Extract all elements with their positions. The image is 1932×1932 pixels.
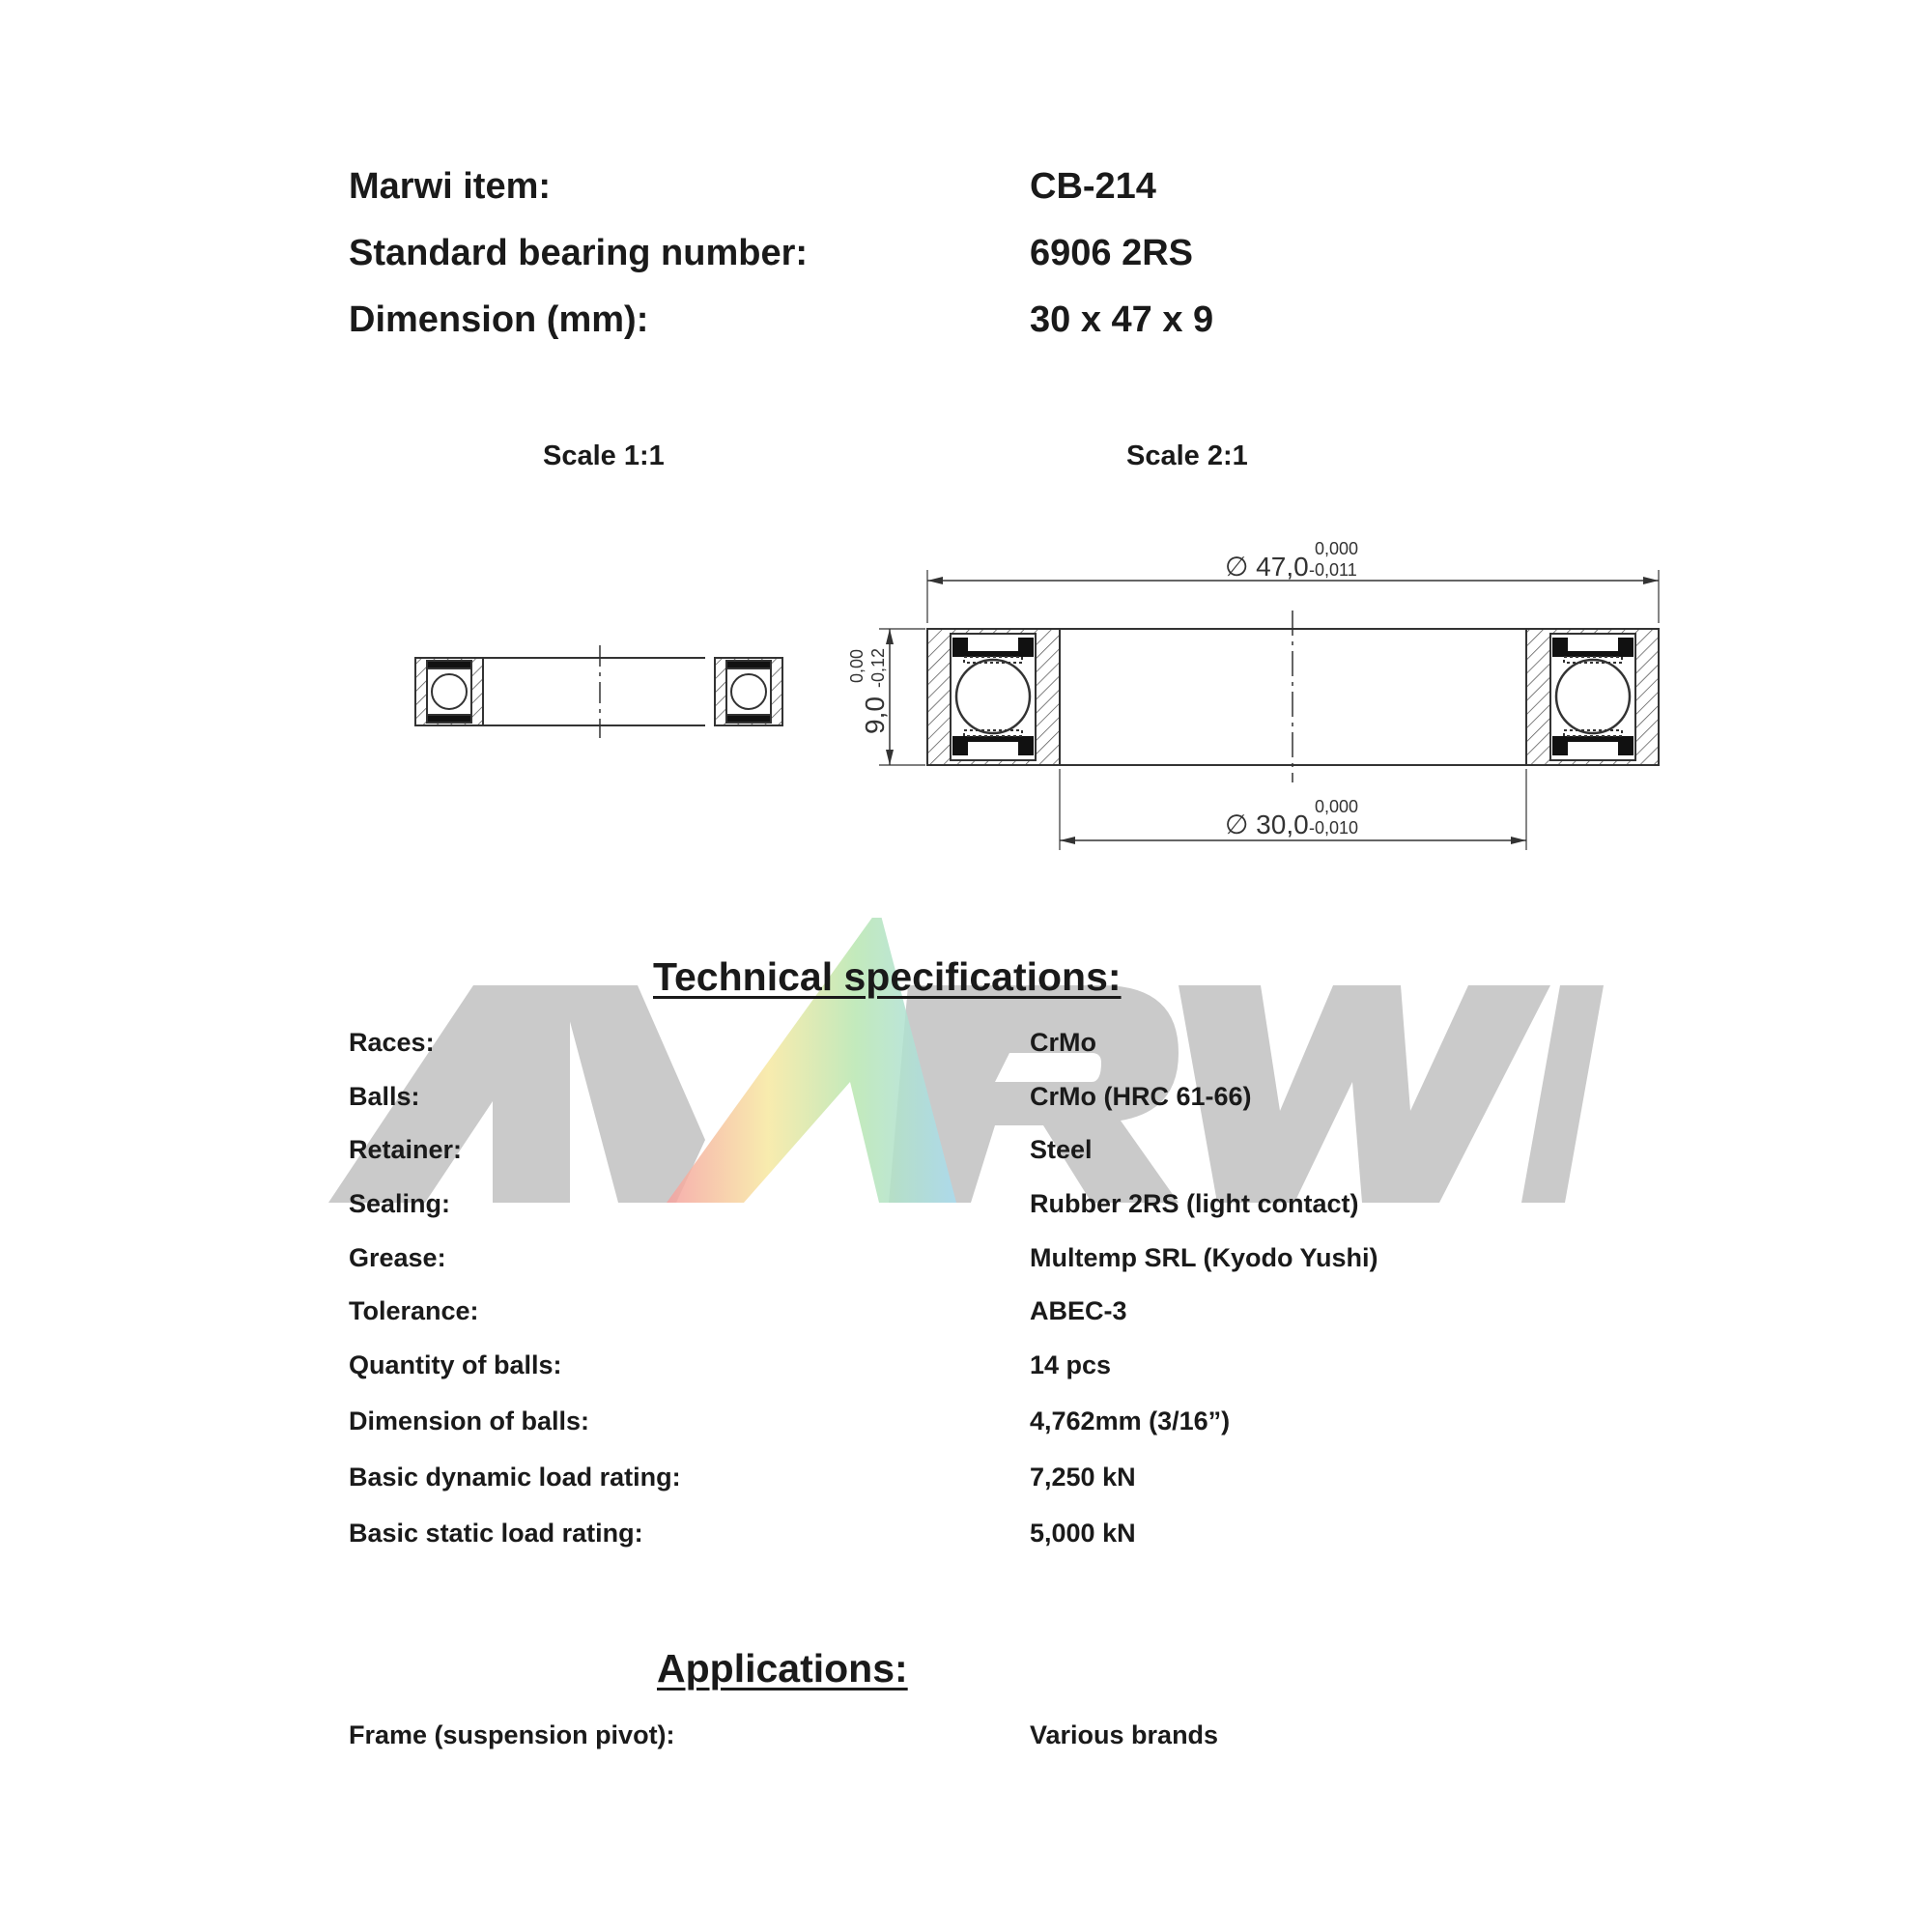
inner-tolerance-lower: -0,010 [1309,818,1359,838]
width-tolerance-upper: 0,00 [847,648,867,683]
applications-title: Applications: [657,1646,908,1690]
spec-value-quantity-balls: 14 pcs [1030,1350,1112,1379]
spec-label-races: Races: [349,1028,435,1057]
scale-label-large: Scale 2:1 [1126,440,1248,471]
spec-value-dynamic-load: 7,250 kN [1030,1463,1136,1492]
spec-value-races: CrMo [1030,1028,1096,1057]
spec-label-tolerance: Tolerance: [349,1296,479,1325]
spec-value-grease: Multemp SRL (Kyodo Yushi) [1030,1243,1378,1272]
inner-diameter-text: ∅ 30,0 [1225,810,1309,839]
header-value-marwi-item: CB-214 [1030,166,1156,207]
width-tolerance-lower: -0,12 [868,647,888,688]
spec-value-sealing: Rubber 2RS (light contact) [1030,1189,1359,1218]
spec-label-dimension-balls: Dimension of balls: [349,1406,590,1435]
spec-value-balls: CrMo (HRC 61-66) [1030,1082,1252,1111]
outer-diameter-text: ∅ 47,0 [1225,552,1309,582]
header-label-dimension: Dimension (mm): [349,299,649,340]
spec-label-quantity-balls: Quantity of balls: [349,1350,562,1379]
application-label-frame: Frame (suspension pivot): [349,1720,675,1749]
spec-label-retainer: Retainer: [349,1135,463,1164]
technical-specifications-title: Technical specifications: [653,954,1122,999]
spec-label-dynamic-load: Basic dynamic load rating: [349,1463,681,1492]
header-value-dimension: 30 x 47 x 9 [1030,299,1214,340]
spec-value-retainer: Steel [1030,1135,1093,1164]
application-value-frame: Various brands [1030,1720,1219,1749]
header-label-marwi-item: Marwi item: [349,166,552,207]
spec-value-static-load: 5,000 kN [1030,1519,1136,1548]
header-label-bearing-number: Standard bearing number: [349,233,809,273]
bearing-drawings [0,0,1932,869]
header-value-bearing-number: 6906 2RS [1030,233,1194,273]
spec-label-grease: Grease: [349,1243,446,1272]
inner-tolerance-upper: 0,000 [1315,797,1359,816]
bearing-small-drawing [415,645,782,738]
width-text: 9,0 [860,696,890,734]
spec-label-static-load: Basic static load rating: [349,1519,643,1548]
bearing-large-drawing [879,570,1659,850]
outer-tolerance-upper: 0,000 [1315,539,1359,558]
outer-tolerance-lower: -0,011 [1309,560,1357,580]
spec-value-dimension-balls: 4,762mm (3/16”) [1030,1406,1231,1435]
spec-label-balls: Balls: [349,1082,420,1111]
spec-label-sealing: Sealing: [349,1189,451,1218]
scale-label-small: Scale 1:1 [543,440,665,471]
spec-value-tolerance: ABEC-3 [1030,1296,1127,1325]
